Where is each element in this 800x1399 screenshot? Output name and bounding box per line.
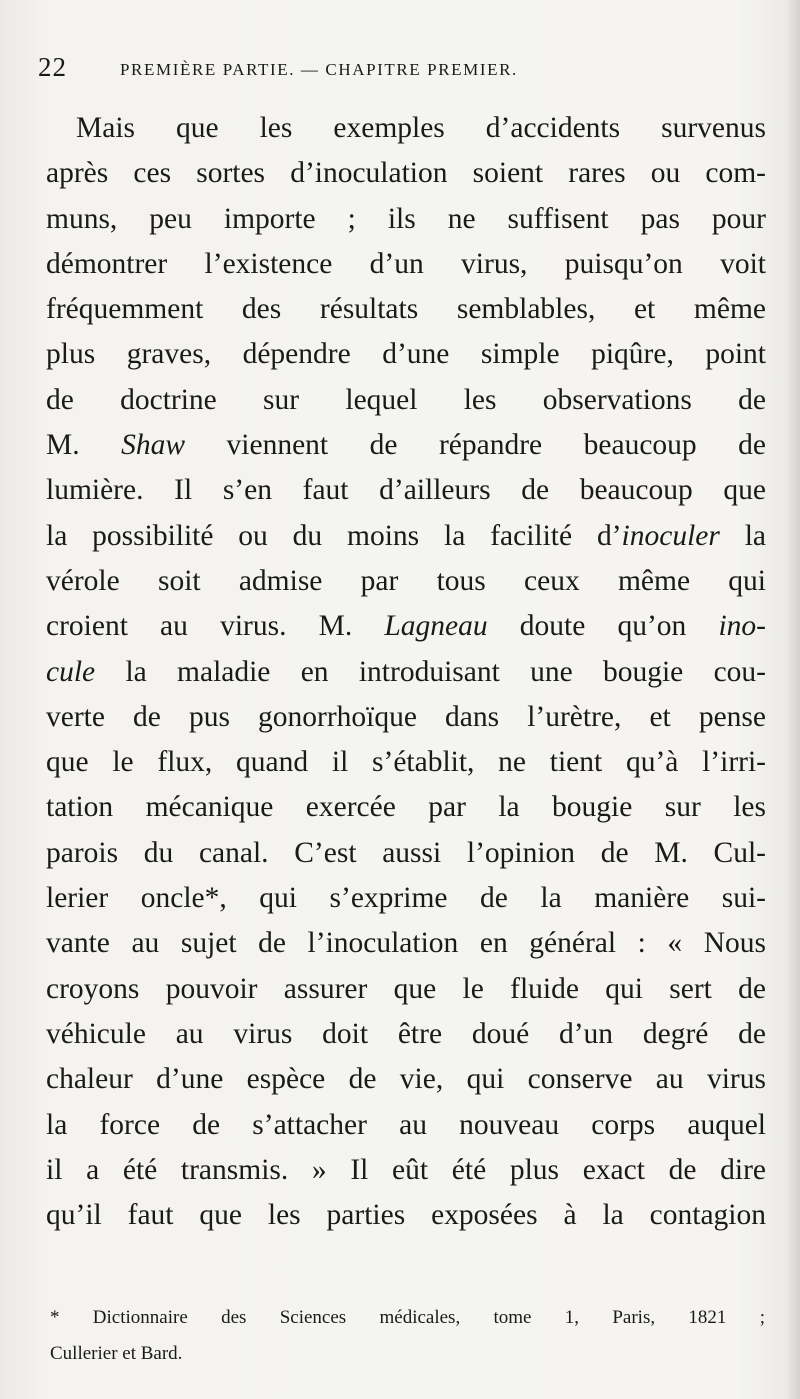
running-head: PREMIÈRE PARTIE. — CHAPITRE PREMIER. xyxy=(120,60,518,79)
text-line xyxy=(46,876,766,921)
text-segment: lerier oncle*, qui s’exprime de la manière sui- xyxy=(46,882,766,915)
page-number: 22 xyxy=(38,52,67,82)
text-line xyxy=(46,423,766,468)
text-line xyxy=(46,1193,766,1238)
text-line xyxy=(46,151,766,196)
text-segment: la xyxy=(719,519,767,552)
text-line xyxy=(46,378,766,423)
italic-text: Lagneau xyxy=(384,610,488,643)
text-segment: M. xyxy=(46,429,122,462)
text-line xyxy=(46,650,766,695)
text-segment: fréquemment des résultats semblables, et même xyxy=(46,293,766,326)
footnote xyxy=(50,1300,770,1372)
text-segment: verte de pus gonorrhoïque dans l’urètre, et pense xyxy=(46,700,766,733)
text-segment: Mais que les exemples d’accidents survenus xyxy=(76,112,766,144)
text-segment: après ces sortes d’inoculation soient rares ou com- xyxy=(46,157,766,190)
page-edge-shadow xyxy=(786,0,800,1399)
text-segment: que le flux, quand il s’établit, ne tient qu’à l’irri- xyxy=(46,746,766,779)
text-line xyxy=(46,242,766,287)
text-line xyxy=(46,967,766,1012)
text-segment: tation mécanique exercée par la bougie sur les xyxy=(46,791,766,824)
text-segment: de doctrine sur lequel les observations de xyxy=(46,383,766,416)
text-line xyxy=(46,604,766,649)
italic-text: inoculer xyxy=(621,519,720,552)
text-line xyxy=(46,287,766,332)
text-segment: la force de s’attacher au nouveau corps auquel xyxy=(46,1108,766,1141)
text-line xyxy=(46,695,766,740)
text-line xyxy=(46,1012,766,1057)
text-segment: vérole soit admise par tous ceux même qui xyxy=(46,564,766,597)
text-line xyxy=(46,831,766,876)
text-segment: muns, peu importe ; ils ne suffisent pas pour xyxy=(46,202,766,235)
text-segment: doute qu’on xyxy=(487,610,719,643)
text-line xyxy=(46,785,766,830)
text-segment: il a été transmis. » Il eût été plus exact de dire xyxy=(46,1153,766,1186)
text-segment: démontrer l’existence d’un virus, puisqu’on voit xyxy=(46,247,766,280)
text-segment: véhicule au virus doit être doué d’un degré de xyxy=(46,1017,766,1050)
text-line xyxy=(46,559,766,604)
text-segment: vante au sujet de l’inoculation en général : « Nous xyxy=(46,927,766,960)
text-segment: plus graves, dépendre d’une simple piqûre, point xyxy=(46,338,766,371)
text-line xyxy=(46,1148,766,1193)
text-line xyxy=(46,332,766,377)
text-segment: croient au virus. M. xyxy=(46,610,385,643)
text-line xyxy=(46,106,766,151)
text-segment: qu’il faut que les parties exposées à la contagion xyxy=(46,1199,766,1232)
text-line xyxy=(46,740,766,785)
text-segment: la possibilité ou du moins la facilité d’ xyxy=(46,519,622,552)
text-segment: viennent de répandre beaucoup de xyxy=(185,429,766,462)
text-line xyxy=(46,468,766,513)
text-line xyxy=(46,197,766,242)
text-line xyxy=(46,514,766,559)
footnote-line-2: Cullerier et Bard. xyxy=(50,1343,183,1364)
text-segment: lumière. Il s’en faut d’ailleurs de beaucoup que xyxy=(46,474,766,507)
footnote-line-1: * Dictionnaire des Sciences médicales, tome 1, Paris, 1821 ; xyxy=(50,1307,765,1328)
italic-text: cule xyxy=(46,655,96,688)
text-line xyxy=(46,1103,766,1148)
text-line xyxy=(46,1057,766,1102)
body-text xyxy=(46,106,766,1238)
text-line xyxy=(46,921,766,966)
text-segment: croyons pouvoir assurer que le fluide qui sert de xyxy=(46,972,766,1005)
text-segment: la maladie en introduisant une bougie cou- xyxy=(95,655,766,688)
page-header xyxy=(38,52,760,92)
text-segment: parois du canal. C’est aussi l’opinion de M. Cul- xyxy=(46,836,766,869)
italic-text: Shaw xyxy=(121,429,186,462)
text-segment: chaleur d’une espèce de vie, qui conserve au virus xyxy=(46,1063,766,1096)
italic-text: ino- xyxy=(718,610,766,643)
